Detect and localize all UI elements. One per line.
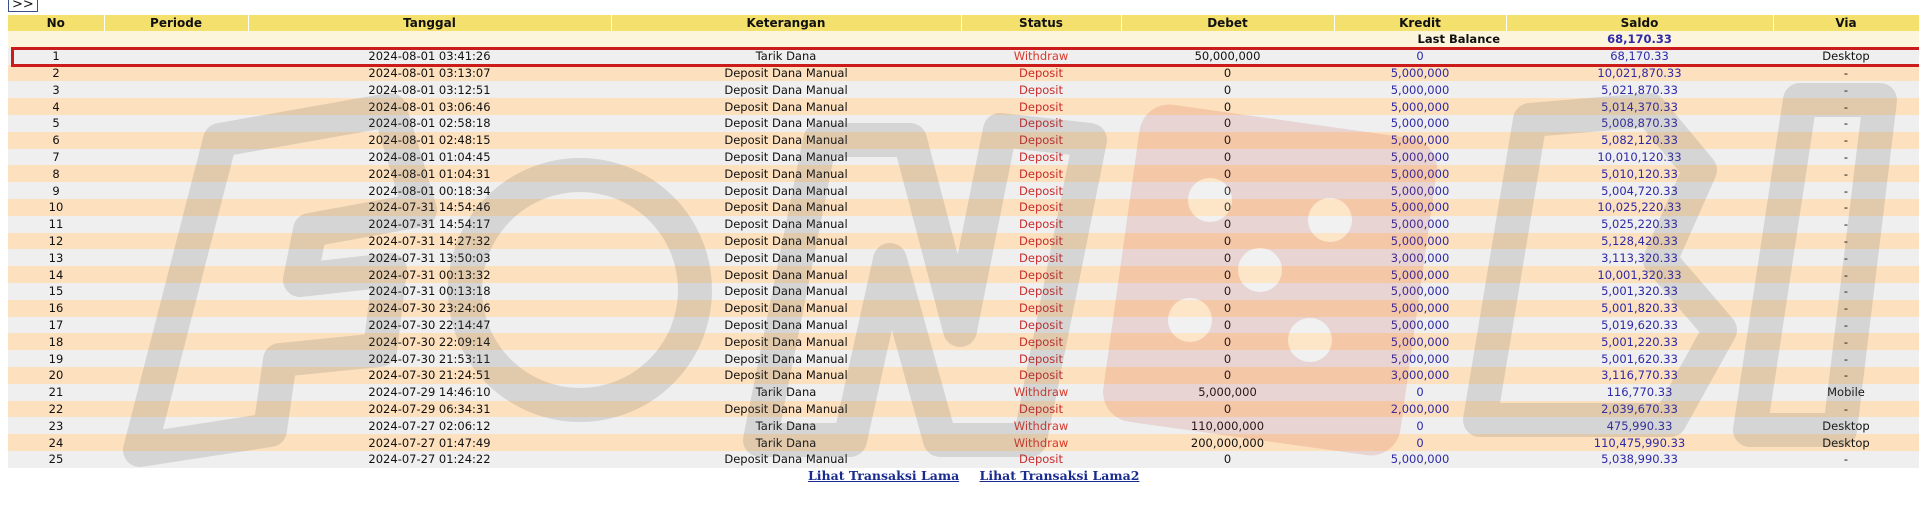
- cell-debet: 0: [1121, 115, 1334, 132]
- cell-debet: 0: [1121, 333, 1334, 350]
- cell-debet: 0: [1121, 65, 1334, 82]
- cell-status: Withdraw: [961, 384, 1121, 401]
- cell-status: Deposit: [961, 132, 1121, 149]
- cell-tanggal: 2024-07-30 23:24:06: [248, 300, 611, 317]
- cell-periode: [104, 384, 248, 401]
- cell-no: 17: [8, 317, 104, 334]
- cell-tanggal: 2024-07-31 14:27:32: [248, 233, 611, 250]
- table-row: [8, 149, 1919, 166]
- cell-no: 23: [8, 417, 104, 434]
- cell-via: -: [1773, 65, 1919, 82]
- cell-debet: 0: [1121, 216, 1334, 233]
- table-header: [8, 15, 1919, 31]
- table-row: [8, 300, 1919, 317]
- footer-links: [808, 468, 1155, 483]
- cell-no: 7: [8, 149, 104, 166]
- cell-via: -: [1773, 132, 1919, 149]
- cell-via: -: [1773, 367, 1919, 384]
- cell-no: 8: [8, 165, 104, 182]
- table-row: [8, 434, 1919, 451]
- cell-no: 14: [8, 266, 104, 283]
- cell-tanggal: 2024-07-30 22:14:47: [248, 317, 611, 334]
- cell-kredit: 5,000,000: [1334, 233, 1506, 250]
- cell-no: 9: [8, 182, 104, 199]
- cell-keterangan: Tarik Dana: [611, 434, 961, 451]
- cell-keterangan: Deposit Dana Manual: [611, 65, 961, 82]
- table-row: [8, 333, 1919, 350]
- cell-periode: [104, 451, 248, 468]
- cell-via: -: [1773, 115, 1919, 132]
- last-balance-row: [8, 31, 1919, 48]
- col-status: Status: [961, 15, 1121, 31]
- cell-status: Deposit: [961, 216, 1121, 233]
- cell-status: Deposit: [961, 65, 1121, 82]
- last-balance-label: Last Balance: [1334, 31, 1506, 48]
- cell-tanggal: 2024-07-31 14:54:46: [248, 199, 611, 216]
- cell-kredit: 3,000,000: [1334, 367, 1506, 384]
- cell-via: -: [1773, 266, 1919, 283]
- cell-tanggal: 2024-08-01 03:13:07: [248, 65, 611, 82]
- table-row: [8, 249, 1919, 266]
- cell-kredit: 5,000,000: [1334, 216, 1506, 233]
- cell-via: -: [1773, 216, 1919, 233]
- cell-tanggal: 2024-07-30 21:24:51: [248, 367, 611, 384]
- cell-no: 1: [8, 48, 104, 65]
- col-tanggal: Tanggal: [248, 15, 611, 31]
- cell-saldo: 5,082,120.33: [1506, 132, 1773, 149]
- cell-keterangan: Deposit Dana Manual: [611, 451, 961, 468]
- cell-keterangan: Deposit Dana Manual: [611, 300, 961, 317]
- cell-no: 6: [8, 132, 104, 149]
- cell-tanggal: 2024-08-01 03:06:46: [248, 98, 611, 115]
- cell-tanggal: 2024-07-30 21:53:11: [248, 350, 611, 367]
- cell-saldo: 5,010,120.33: [1506, 165, 1773, 182]
- next-page-link[interactable]: >>: [8, 0, 38, 12]
- cell-status: Deposit: [961, 401, 1121, 418]
- cell-saldo: 5,128,420.33: [1506, 233, 1773, 250]
- table-row: [8, 350, 1919, 367]
- cell-debet: 0: [1121, 132, 1334, 149]
- cell-periode: [104, 401, 248, 418]
- cell-status: Deposit: [961, 300, 1121, 317]
- cell-no: 16: [8, 300, 104, 317]
- cell-kredit: 5,000,000: [1334, 199, 1506, 216]
- cell-periode: [104, 48, 248, 65]
- cell-via: -: [1773, 249, 1919, 266]
- cell-tanggal: 2024-07-29 14:46:10: [248, 384, 611, 401]
- cell-periode: [104, 317, 248, 334]
- cell-status: Deposit: [961, 115, 1121, 132]
- col-kredit: Kredit: [1334, 15, 1506, 31]
- cell-keterangan: Deposit Dana Manual: [611, 149, 961, 166]
- cell-debet: 0: [1121, 451, 1334, 468]
- cell-kredit: 5,000,000: [1334, 132, 1506, 149]
- cell-via: -: [1773, 199, 1919, 216]
- cell-status: Deposit: [961, 149, 1121, 166]
- cell-keterangan: Deposit Dana Manual: [611, 249, 961, 266]
- cell-no: 10: [8, 199, 104, 216]
- cell-no: 4: [8, 98, 104, 115]
- cell-periode: [104, 81, 248, 98]
- table-row: [8, 165, 1919, 182]
- cell-periode: [104, 333, 248, 350]
- cell-debet: 0: [1121, 317, 1334, 334]
- table-row: [8, 451, 1919, 468]
- cell-via: -: [1773, 350, 1919, 367]
- cell-debet: 0: [1121, 149, 1334, 166]
- cell-kredit: 2,000,000: [1334, 401, 1506, 418]
- cell-via: Desktop: [1773, 434, 1919, 451]
- cell-status: Deposit: [961, 165, 1121, 182]
- cell-debet: 0: [1121, 81, 1334, 98]
- cell-tanggal: 2024-08-01 03:12:51: [248, 81, 611, 98]
- cell-debet: 0: [1121, 199, 1334, 216]
- cell-via: -: [1773, 401, 1919, 418]
- cell-tanggal: 2024-08-01 02:48:15: [248, 132, 611, 149]
- col-keterangan: Keterangan: [611, 15, 961, 31]
- cell-saldo: 10,001,320.33: [1506, 266, 1773, 283]
- cell-no: 13: [8, 249, 104, 266]
- cell-status: Deposit: [961, 266, 1121, 283]
- cell-debet: 0: [1121, 283, 1334, 300]
- cell-kredit: 5,000,000: [1334, 451, 1506, 468]
- cell-debet: 0: [1121, 401, 1334, 418]
- last-balance-value: 68,170.33: [1506, 31, 1773, 48]
- cell-via: -: [1773, 333, 1919, 350]
- cell-status: Deposit: [961, 333, 1121, 350]
- cell-no: 21: [8, 384, 104, 401]
- cell-keterangan: Tarik Dana: [611, 48, 961, 65]
- cell-status: Withdraw: [961, 48, 1121, 65]
- cell-status: Deposit: [961, 199, 1121, 216]
- cell-periode: [104, 417, 248, 434]
- cell-no: 24: [8, 434, 104, 451]
- cell-saldo: 5,008,870.33: [1506, 115, 1773, 132]
- cell-tanggal: 2024-07-30 22:09:14: [248, 333, 611, 350]
- table-row: [8, 48, 1919, 65]
- cell-no: 2: [8, 65, 104, 82]
- cell-saldo: 10,025,220.33: [1506, 199, 1773, 216]
- cell-via: -: [1773, 81, 1919, 98]
- cell-saldo: 5,001,820.33: [1506, 300, 1773, 317]
- cell-via: -: [1773, 317, 1919, 334]
- cell-debet: 50,000,000: [1121, 48, 1334, 65]
- cell-kredit: 5,000,000: [1334, 283, 1506, 300]
- cell-no: 11: [8, 216, 104, 233]
- cell-debet: 0: [1121, 165, 1334, 182]
- table-row: [8, 98, 1919, 115]
- cell-kredit: 0: [1334, 417, 1506, 434]
- cell-kredit: 5,000,000: [1334, 81, 1506, 98]
- cell-keterangan: Deposit Dana Manual: [611, 115, 961, 132]
- cell-saldo: 3,113,320.33: [1506, 249, 1773, 266]
- cell-via: -: [1773, 451, 1919, 468]
- col-saldo: Saldo: [1506, 15, 1773, 31]
- table-row: [8, 384, 1919, 401]
- table-row: [8, 283, 1919, 300]
- cell-kredit: 0: [1334, 434, 1506, 451]
- cell-periode: [104, 165, 248, 182]
- cell-keterangan: Deposit Dana Manual: [611, 350, 961, 367]
- cell-tanggal: 2024-08-01 00:18:34: [248, 182, 611, 199]
- table-row: [8, 266, 1919, 283]
- cell-kredit: 5,000,000: [1334, 350, 1506, 367]
- cell-kredit: 5,000,000: [1334, 333, 1506, 350]
- table-row: [8, 233, 1919, 250]
- cell-status: Deposit: [961, 350, 1121, 367]
- cell-periode: [104, 65, 248, 82]
- cell-via: -: [1773, 165, 1919, 182]
- cell-via: Desktop: [1773, 417, 1919, 434]
- cell-status: Withdraw: [961, 417, 1121, 434]
- cell-debet: 0: [1121, 182, 1334, 199]
- cell-periode: [104, 182, 248, 199]
- cell-kredit: 5,000,000: [1334, 65, 1506, 82]
- cell-keterangan: Deposit Dana Manual: [611, 165, 961, 182]
- cell-tanggal: 2024-07-31 00:13:18: [248, 283, 611, 300]
- cell-tanggal: 2024-08-01 01:04:31: [248, 165, 611, 182]
- table-row: [8, 199, 1919, 216]
- cell-keterangan: Deposit Dana Manual: [611, 81, 961, 98]
- table-row: [8, 182, 1919, 199]
- cell-status: Deposit: [961, 98, 1121, 115]
- cell-keterangan: Deposit Dana Manual: [611, 199, 961, 216]
- cell-saldo: 5,038,990.33: [1506, 451, 1773, 468]
- cell-status: Deposit: [961, 233, 1121, 250]
- cell-saldo: 5,001,320.33: [1506, 283, 1773, 300]
- cell-saldo: 68,170.33: [1506, 48, 1773, 65]
- cell-keterangan: Deposit Dana Manual: [611, 333, 961, 350]
- cell-kredit: 5,000,000: [1334, 266, 1506, 283]
- cell-debet: 0: [1121, 367, 1334, 384]
- cell-keterangan: Deposit Dana Manual: [611, 401, 961, 418]
- cell-tanggal: 2024-07-27 01:47:49: [248, 434, 611, 451]
- cell-via: -: [1773, 149, 1919, 166]
- cell-via: -: [1773, 182, 1919, 199]
- cell-periode: [104, 350, 248, 367]
- cell-tanggal: 2024-08-01 01:04:45: [248, 149, 611, 166]
- cell-no: 5: [8, 115, 104, 132]
- cell-saldo: 116,770.33: [1506, 384, 1773, 401]
- cell-periode: [104, 249, 248, 266]
- cell-periode: [104, 300, 248, 317]
- cell-via: -: [1773, 283, 1919, 300]
- cell-status: Deposit: [961, 451, 1121, 468]
- cell-debet: 0: [1121, 233, 1334, 250]
- cell-kredit: 5,000,000: [1334, 165, 1506, 182]
- cell-tanggal: 2024-07-29 06:34:31: [248, 401, 611, 418]
- cell-periode: [104, 434, 248, 451]
- table-row: [8, 115, 1919, 132]
- cell-via: -: [1773, 300, 1919, 317]
- cell-saldo: 2,039,670.33: [1506, 401, 1773, 418]
- cell-debet: 0: [1121, 350, 1334, 367]
- cell-kredit: 5,000,000: [1334, 115, 1506, 132]
- cell-saldo: 5,004,720.33: [1506, 182, 1773, 199]
- cell-no: 18: [8, 333, 104, 350]
- cell-saldo: 5,014,370.33: [1506, 98, 1773, 115]
- table-row: [8, 317, 1919, 334]
- cell-no: 22: [8, 401, 104, 418]
- col-no: No: [8, 15, 104, 31]
- col-via: Via: [1773, 15, 1919, 31]
- cell-keterangan: Deposit Dana Manual: [611, 317, 961, 334]
- cell-debet: 0: [1121, 266, 1334, 283]
- cell-periode: [104, 216, 248, 233]
- cell-status: Deposit: [961, 283, 1121, 300]
- cell-status: Deposit: [961, 182, 1121, 199]
- cell-no: 3: [8, 81, 104, 98]
- cell-via: -: [1773, 98, 1919, 115]
- table-row: [8, 417, 1919, 434]
- col-periode: Periode: [104, 15, 248, 31]
- cell-kredit: 0: [1334, 48, 1506, 65]
- cell-periode: [104, 283, 248, 300]
- cell-kredit: 5,000,000: [1334, 300, 1506, 317]
- table-row: [8, 367, 1919, 384]
- cell-debet: 0: [1121, 98, 1334, 115]
- cell-kredit: 5,000,000: [1334, 149, 1506, 166]
- cell-via: Desktop: [1773, 48, 1919, 65]
- cell-saldo: 110,475,990.33: [1506, 434, 1773, 451]
- cell-periode: [104, 367, 248, 384]
- cell-keterangan: Tarik Dana: [611, 417, 961, 434]
- cell-status: Deposit: [961, 367, 1121, 384]
- cell-kredit: 5,000,000: [1334, 98, 1506, 115]
- table-row: [8, 401, 1919, 418]
- cell-tanggal: 2024-08-01 02:58:18: [248, 115, 611, 132]
- table-row: [8, 132, 1919, 149]
- cell-no: 25: [8, 451, 104, 468]
- cell-saldo: 5,025,220.33: [1506, 216, 1773, 233]
- cell-tanggal: 2024-07-31 00:13:32: [248, 266, 611, 283]
- cell-saldo: 5,001,620.33: [1506, 350, 1773, 367]
- cell-keterangan: Deposit Dana Manual: [611, 216, 961, 233]
- old-transactions-link[interactable]: Lihat Transaksi Lama: [808, 468, 960, 483]
- cell-saldo: 5,021,870.33: [1506, 81, 1773, 98]
- cell-keterangan: Deposit Dana Manual: [611, 98, 961, 115]
- cell-saldo: 5,001,220.33: [1506, 333, 1773, 350]
- cell-via: -: [1773, 233, 1919, 250]
- cell-kredit: 0: [1334, 384, 1506, 401]
- cell-keterangan: Deposit Dana Manual: [611, 233, 961, 250]
- cell-tanggal: 2024-07-31 13:50:03: [248, 249, 611, 266]
- cell-keterangan: Tarik Dana: [611, 384, 961, 401]
- cell-no: 19: [8, 350, 104, 367]
- cell-tanggal: 2024-08-01 03:41:26: [248, 48, 611, 65]
- cell-periode: [104, 98, 248, 115]
- cell-keterangan: Deposit Dana Manual: [611, 283, 961, 300]
- cell-status: Deposit: [961, 249, 1121, 266]
- cell-periode: [104, 199, 248, 216]
- cell-keterangan: Deposit Dana Manual: [611, 132, 961, 149]
- transaction-table: [8, 15, 1919, 468]
- cell-kredit: 5,000,000: [1334, 182, 1506, 199]
- cell-debet: 200,000,000: [1121, 434, 1334, 451]
- cell-tanggal: 2024-07-27 01:24:22: [248, 451, 611, 468]
- table-row: [8, 65, 1919, 82]
- cell-saldo: 10,010,120.33: [1506, 149, 1773, 166]
- cell-periode: [104, 233, 248, 250]
- cell-debet: 0: [1121, 300, 1334, 317]
- col-debet: Debet: [1121, 15, 1334, 31]
- cell-kredit: 3,000,000: [1334, 249, 1506, 266]
- cell-debet: 0: [1121, 249, 1334, 266]
- cell-periode: [104, 266, 248, 283]
- cell-tanggal: 2024-07-27 02:06:12: [248, 417, 611, 434]
- cell-status: Deposit: [961, 81, 1121, 98]
- cell-status: Deposit: [961, 317, 1121, 334]
- cell-via: Mobile: [1773, 384, 1919, 401]
- cell-tanggal: 2024-07-31 14:54:17: [248, 216, 611, 233]
- cell-saldo: 10,021,870.33: [1506, 65, 1773, 82]
- cell-keterangan: Deposit Dana Manual: [611, 182, 961, 199]
- cell-saldo: 5,019,620.33: [1506, 317, 1773, 334]
- cell-no: 15: [8, 283, 104, 300]
- cell-keterangan: Deposit Dana Manual: [611, 266, 961, 283]
- cell-saldo: 3,116,770.33: [1506, 367, 1773, 384]
- cell-keterangan: Deposit Dana Manual: [611, 367, 961, 384]
- cell-status: Withdraw: [961, 434, 1121, 451]
- cell-periode: [104, 149, 248, 166]
- old-transactions-link-2[interactable]: Lihat Transaksi Lama2: [979, 468, 1140, 483]
- cell-periode: [104, 132, 248, 149]
- table-row: [8, 216, 1919, 233]
- cell-no: 12: [8, 233, 104, 250]
- cell-kredit: 5,000,000: [1334, 317, 1506, 334]
- cell-periode: [104, 115, 248, 132]
- table-row: [8, 81, 1919, 98]
- cell-no: 20: [8, 367, 104, 384]
- cell-debet: 110,000,000: [1121, 417, 1334, 434]
- cell-debet: 5,000,000: [1121, 384, 1334, 401]
- cell-saldo: 475,990.33: [1506, 417, 1773, 434]
